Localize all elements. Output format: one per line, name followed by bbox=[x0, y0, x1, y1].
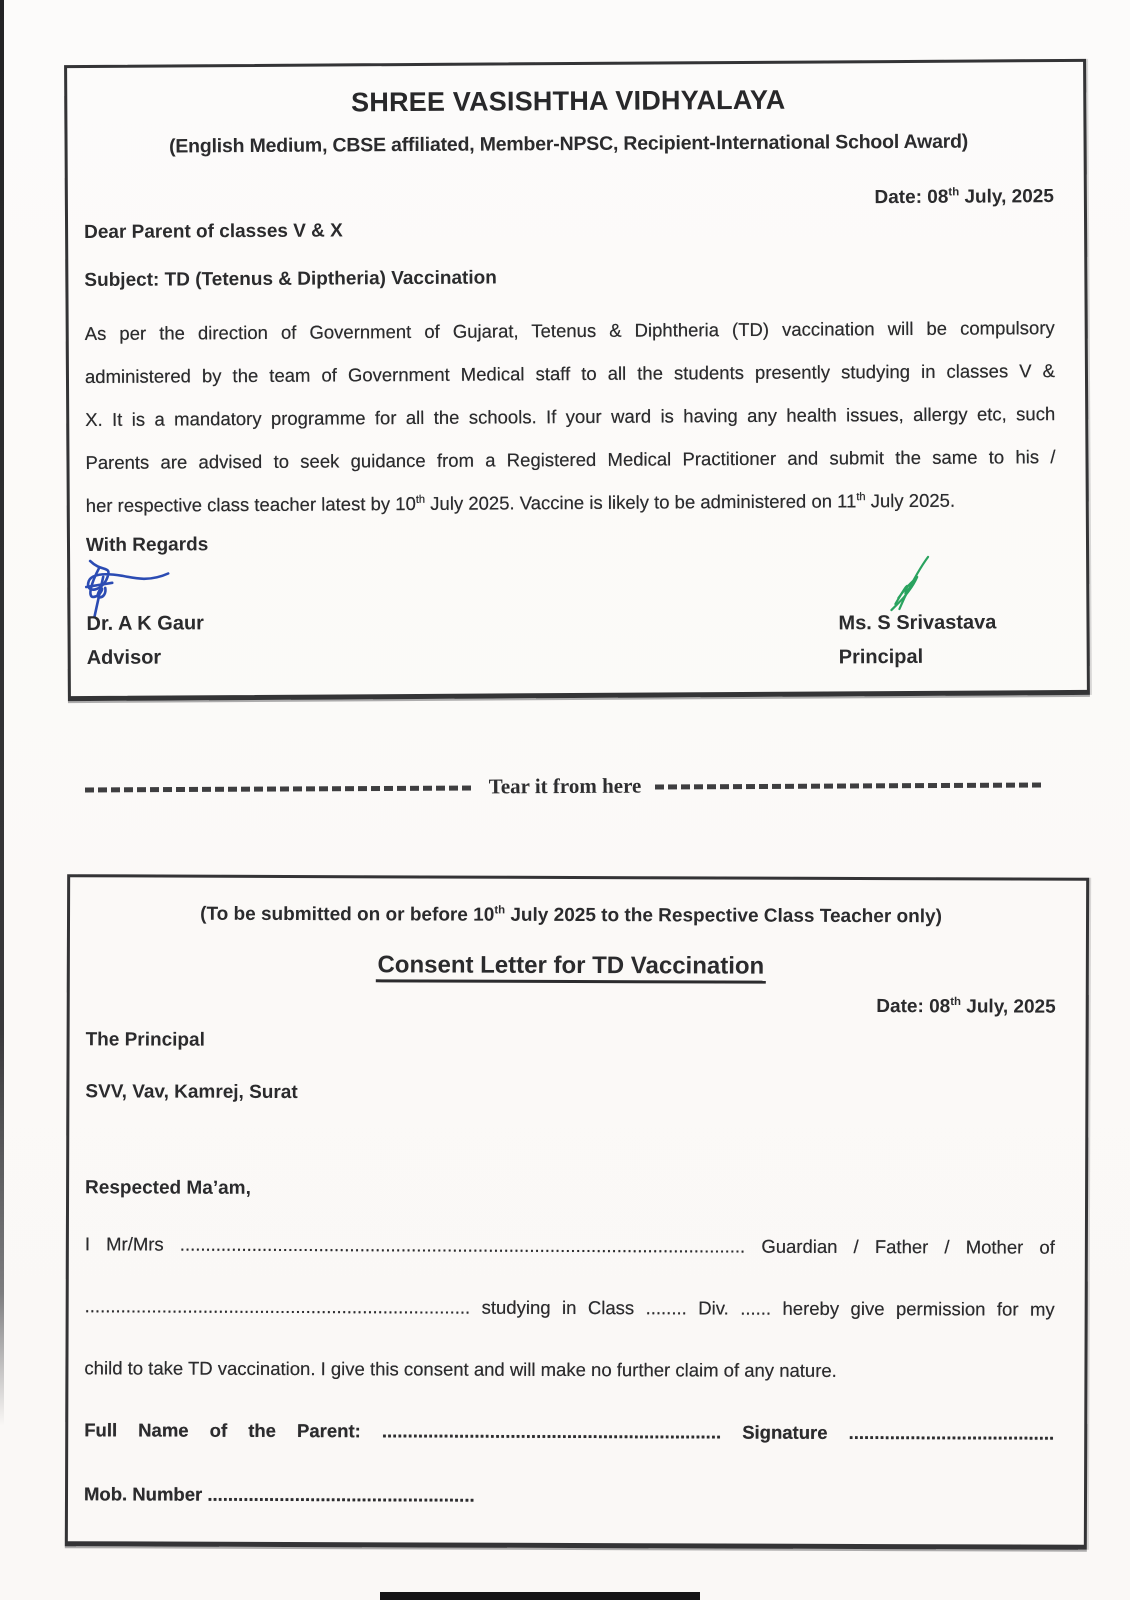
tear-label: Tear it from here bbox=[488, 773, 642, 798]
tear-line bbox=[85, 769, 1045, 802]
consent-heading bbox=[86, 947, 1056, 984]
signature-row bbox=[86, 553, 1057, 691]
school-subtitle: (English Medium, CBSE affiliated, Member-NPSC, Recipient-International School Award) bbox=[168, 130, 969, 158]
tear-dash-right bbox=[655, 782, 1045, 789]
principal-name: Ms. S Srivastava bbox=[838, 611, 997, 635]
principal-title: Principal bbox=[838, 645, 924, 669]
letter-date: Date: 08th July, 2025 bbox=[874, 186, 1054, 209]
submit-note: (To be submitted on or before 10th July 2025 to the Respective Class Teacher only) bbox=[200, 903, 942, 928]
letter-body bbox=[85, 306, 1056, 527]
consent-date: Date: 08th July, 2025 bbox=[876, 995, 1056, 1018]
body-line: Parents are advised to seek guidance from a Registered Medical Practitioner and submit the same to his / bbox=[85, 446, 1056, 474]
consent-line-class-division: ........................................................................... studying in Class ........ Div. ...... hereby give permission for my bbox=[84, 1295, 1055, 1320]
advisor-title: Advisor bbox=[86, 646, 162, 670]
consent-salutation: Respected Ma’am, bbox=[85, 1177, 251, 1199]
letter-salutation: Dear Parent of classes V & X bbox=[84, 220, 343, 244]
advisor-name: Dr. A K Gaur bbox=[86, 612, 204, 636]
scan-bottom-edge-artifact bbox=[380, 1592, 700, 1600]
parent-name-signature-line: Full Name of the Parent: .................................................................. Signature ........................................ bbox=[84, 1419, 1055, 1444]
body-line: X. It is a mandatory programme for all the schools. If your ward is having any health issues, allergy etc, such bbox=[85, 403, 1056, 431]
scan-left-edge-artifact bbox=[0, 0, 4, 1470]
body-line: her respective class teacher latest by 10th July 2025. Vaccine is likely to be administered on 11th July 2025. bbox=[85, 489, 956, 517]
consent-card bbox=[65, 874, 1089, 1550]
letter-card bbox=[64, 59, 1090, 701]
addressee-school: SVV, Vav, Kamrej, Surat bbox=[85, 1081, 298, 1104]
consent-line-guardian: I Mr/Mrs .............................................................................................................. Guardian / Father / Mother of bbox=[84, 1233, 1055, 1258]
consent-line-claim: child to take TD vaccination. I give this consent and will make no further claim of any nature. bbox=[84, 1357, 837, 1381]
principal-signature-image bbox=[874, 554, 946, 616]
subject-line: Subject: TD (Tetenus & Diptheria) Vaccination bbox=[84, 267, 497, 292]
school-name: SHREE VASISHTHA VIDHYALAYA bbox=[351, 84, 786, 118]
mobile-number-line: Mob. Number .................................................... bbox=[83, 1483, 475, 1506]
tear-dash-left bbox=[85, 785, 475, 792]
consent-heading-text: Consent Letter for TD Vaccination bbox=[375, 951, 766, 983]
closing-regards: With Regards bbox=[85, 534, 209, 557]
addressee-principal: The Principal bbox=[85, 1029, 205, 1051]
body-line: administered by the team of Government Medical staff to all the students presently studying in classes V & bbox=[84, 360, 1056, 388]
body-line: As per the direction of Government of Gujarat, Tetenus & Diphtheria (TD) vaccination will be compulsory bbox=[84, 317, 1055, 345]
